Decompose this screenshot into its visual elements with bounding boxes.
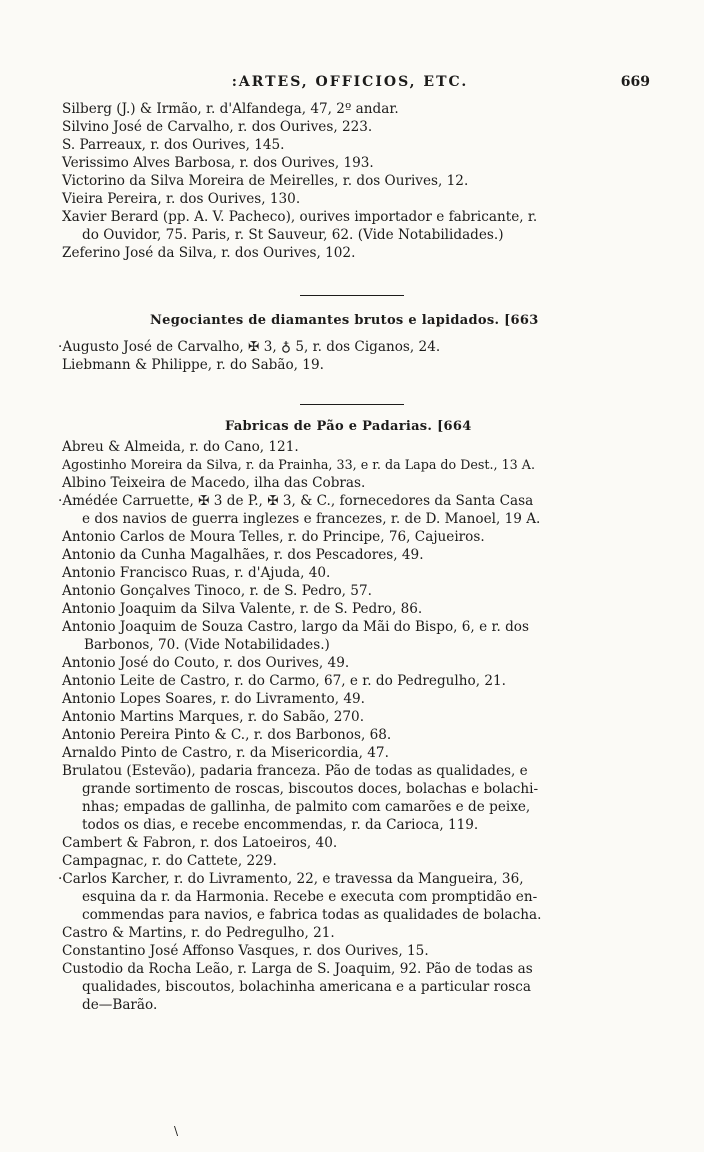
entry-line: de—Barão. <box>82 997 158 1013</box>
entry-line: ·Carlos Karcher, r. do Livramento, 22, e travessa da Mangueira, 36, <box>58 871 524 887</box>
section-divider <box>300 404 404 405</box>
stray-mark: \ <box>174 1124 179 1138</box>
entry-line: do Ouvidor, 75. Paris, r. St Sauveur, 62. (Vide Notabilidades.) <box>82 227 504 243</box>
entry-line: Antonio da Cunha Magalhães, r. dos Pescadores, 49. <box>62 547 424 563</box>
entry-line: Campagnac, r. do Cattete, 229. <box>62 853 277 869</box>
entry-line: Verissimo Alves Barbosa, r. dos Ourives, 193. <box>62 155 374 171</box>
entry-line: ·Amédée Carruette, ✠ 3 de P., ✠ 3, & C., fornecedores da Santa Casa <box>58 493 534 509</box>
entry-line: esquina da r. da Harmonia. Recebe e executa com promptidão en- <box>82 889 538 905</box>
section-heading: Fabricas de Pão e Padarias. [664 <box>225 419 472 434</box>
entry-line: Constantino José Affonso Vasques, r. dos Ourives, 15. <box>62 943 429 959</box>
section-divider <box>300 295 404 296</box>
entry-line: Custodio da Rocha Leão, r. Larga de S. Joaquim, 92. Pão de todas as <box>62 961 533 977</box>
entry-line: Antonio Francisco Ruas, r. d'Ajuda, 40. <box>62 565 331 581</box>
entry-line: Antonio Gonçalves Tinoco, r. de S. Pedro, 57. <box>62 583 372 599</box>
entry-line: Antonio Carlos de Moura Telles, r. do Principe, 76, Cajueiros. <box>62 529 485 545</box>
entry-line: Cambert & Fabron, r. dos Latoeiros, 40. <box>62 835 338 851</box>
entry-line: Victorino da Silva Moreira de Meirelles, r. dos Ourives, 12. <box>62 173 469 189</box>
entry-line: todos os dias, e recebe encommendas, r. da Carioca, 119. <box>82 817 479 833</box>
entry-line: Arnaldo Pinto de Castro, r. da Misericordia, 47. <box>62 745 389 761</box>
entry-line: nhas; empadas de gallinha, de palmito com camarões e de peixe, <box>82 799 531 815</box>
entry-line: Castro & Martins, r. do Pedregulho, 21. <box>62 925 335 941</box>
entry-line: Silvino José de Carvalho, r. dos Ourives, 223. <box>62 119 373 135</box>
entry-line: commendas para navios, e fabrica todas as qualidades de bolacha. <box>82 907 542 923</box>
entry-line: Zeferino José da Silva, r. dos Ourives, 102. <box>62 245 356 261</box>
entry-line: Barbonos, 70. (Vide Notabilidades.) <box>84 637 330 653</box>
entry-line: e dos navios de guerra inglezes e francezes, r. de D. Manoel, 19 A. <box>82 511 541 527</box>
running-title: :ARTES, OFFICIOS, ETC. <box>231 74 469 90</box>
entry-line: Antonio Lopes Soares, r. do Livramento, 49. <box>62 691 365 707</box>
entry-line: Abreu & Almeida, r. do Cano, 121. <box>62 439 299 455</box>
page-number: 669 <box>620 74 650 90</box>
entry-line: Liebmann & Philippe, r. do Sabão, 19. <box>62 357 324 373</box>
entry-line: grande sortimento de roscas, biscoutos doces, bolachas e bolachi- <box>82 781 539 797</box>
entry-line: Antonio Joaquim da Silva Valente, r. de S. Pedro, 86. <box>62 601 423 617</box>
entry-line: Antonio Pereira Pinto & C., r. dos Barbonos, 68. <box>62 727 392 743</box>
entry-line: Antonio Leite de Castro, r. do Carmo, 67, e r. do Pedregulho, 21. <box>62 673 506 689</box>
entry-line: Xavier Berard (pp. A. V. Pacheco), ourives importador e fabricante, r. <box>62 209 538 225</box>
entry-line: Antonio Joaquim de Souza Castro, largo da Mãi do Bispo, 6, e r. dos <box>62 619 529 635</box>
entry-line: ·Augusto José de Carvalho, ✠ 3, ♁ 5, r. dos Ciganos, 24. <box>58 339 441 355</box>
entry-line: Brulatou (Estevão), padaria franceza. Pão de todas as qualidades, e <box>62 763 528 779</box>
entry-line: Antonio Martins Marques, r. do Sabão, 270. <box>62 709 365 725</box>
entry-line: Agostinho Moreira da Silva, r. da Prainha, 33, e r. da Lapa do Dest., 13 A. <box>62 457 535 472</box>
entry-line: Vieira Pereira, r. dos Ourives, 130. <box>62 191 301 207</box>
entry-line: S. Parreaux, r. dos Ourives, 145. <box>62 137 285 153</box>
entry-line: qualidades, biscoutos, bolachinha americana e a particular rosca <box>82 979 531 995</box>
entry-line: Antonio José do Couto, r. dos Ourives, 49. <box>62 655 350 671</box>
entry-line: Albino Teixeira de Macedo, ilha das Cobras. <box>62 475 366 491</box>
section-heading: Negociantes de diamantes brutos e lapidados. [663 <box>150 313 539 328</box>
entry-line: Silberg (J.) & Irmão, r. d'Alfandega, 47, 2º andar. <box>62 101 399 117</box>
